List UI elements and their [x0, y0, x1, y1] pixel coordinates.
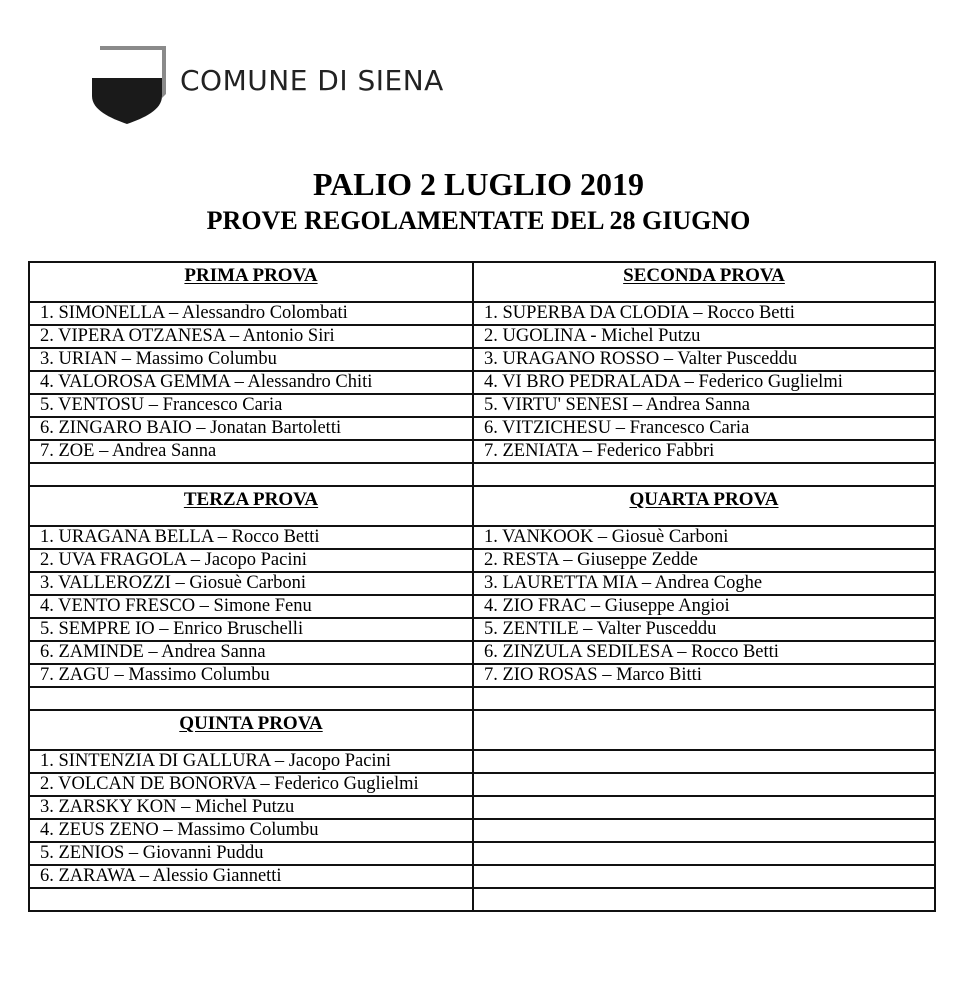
seconda-entry: 1. SUPERBA DA CLODIA – Rocco Betti	[473, 302, 935, 325]
siena-shield-icon	[92, 44, 172, 124]
table-row	[29, 348, 935, 371]
empty-header-cell	[473, 710, 935, 750]
table-row	[29, 796, 935, 819]
document-subtitle: PROVE REGOLAMENTATE DEL 28 GIUGNO	[206, 206, 751, 235]
table-row	[29, 325, 935, 348]
table-row	[29, 394, 935, 417]
prima-entry: 3. URIAN – Massimo Columbu	[29, 348, 473, 371]
quarta-entry: 6. ZINZULA SEDILESA – Rocco Betti	[473, 641, 935, 664]
empty-cell	[473, 819, 935, 842]
quarta-prova-header: QUARTA PROVA	[473, 486, 935, 526]
terza-entry: 2. UVA FRAGOLA – Jacopo Pacini	[29, 549, 473, 572]
quarta-entry: 1. VANKOOK – Giosuè Carboni	[473, 526, 935, 549]
table-header-row	[29, 262, 935, 302]
empty-cell	[473, 842, 935, 865]
blank-row	[29, 687, 935, 710]
blank-row	[29, 888, 935, 911]
prove-table	[28, 261, 936, 912]
terza-entry: 4. VENTO FRESCO – Simone Fenu	[29, 595, 473, 618]
empty-cell	[473, 687, 935, 710]
empty-cell	[29, 463, 473, 486]
quarta-entry: 2. RESTA – Giuseppe Zedde	[473, 549, 935, 572]
terza-entry: 1. URAGANA BELLA – Rocco Betti	[29, 526, 473, 549]
terza-prova-header: TERZA PROVA	[29, 486, 473, 526]
empty-cell	[473, 773, 935, 796]
terza-entry: 5. SEMPRE IO – Enrico Bruschelli	[29, 618, 473, 641]
table-row	[29, 865, 935, 888]
prima-entry: 6. ZINGARO BAIO – Jonatan Bartoletti	[29, 417, 473, 440]
seconda-entry: 4. VI BRO PEDRALADA – Federico Guglielmi	[473, 371, 935, 394]
empty-cell	[473, 750, 935, 773]
table-row	[29, 750, 935, 773]
quinta-prova-header: QUINTA PROVA	[29, 710, 473, 750]
document-title: PALIO 2 LUGLIO 2019	[313, 166, 644, 202]
empty-cell	[473, 888, 935, 911]
empty-cell	[473, 463, 935, 486]
quarta-entry: 3. LAURETTA MIA – Andrea Coghe	[473, 572, 935, 595]
seconda-entry: 5. VIRTU' SENESI – Andrea Sanna	[473, 394, 935, 417]
comune-di-siena-logo	[92, 44, 492, 128]
quinta-entry: 6. ZARAWA – Alessio Giannetti	[29, 865, 473, 888]
quarta-entry: 4. ZIO FRAC – Giuseppe Angioi	[473, 595, 935, 618]
table-row	[29, 572, 935, 595]
quinta-entry: 1. SINTENZIA DI GALLURA – Jacopo Pacini	[29, 750, 473, 773]
quinta-entry: 5. ZENIOS – Giovanni Puddu	[29, 842, 473, 865]
quinta-entry: 4. ZEUS ZENO – Massimo Columbu	[29, 819, 473, 842]
table-row	[29, 302, 935, 325]
blank-row	[29, 463, 935, 486]
prima-entry: 5. VENTOSU – Francesco Caria	[29, 394, 473, 417]
quinta-entry: 2. VOLCAN DE BONORVA – Federico Guglielmi	[29, 773, 473, 796]
table-row	[29, 440, 935, 463]
terza-entry: 6. ZAMINDE – Andrea Sanna	[29, 641, 473, 664]
table-row	[29, 773, 935, 796]
prima-entry: 7. ZOE – Andrea Sanna	[29, 440, 473, 463]
seconda-prova-header: SECONDA PROVA	[473, 262, 935, 302]
empty-cell	[473, 796, 935, 819]
table-row	[29, 641, 935, 664]
table-header-row	[29, 710, 935, 750]
prima-entry: 1. SIMONELLA – Alessandro Colombati	[29, 302, 473, 325]
empty-cell	[29, 888, 473, 911]
table-row	[29, 371, 935, 394]
terza-entry: 3. VALLEROZZI – Giosuè Carboni	[29, 572, 473, 595]
seconda-entry: 2. UGOLINA - Michel Putzu	[473, 325, 935, 348]
table-row	[29, 526, 935, 549]
table-row	[29, 618, 935, 641]
prima-entry: 2. VIPERA OTZANESA – Antonio Siri	[29, 325, 473, 348]
table-row	[29, 664, 935, 687]
empty-cell	[473, 865, 935, 888]
prima-entry: 4. VALOROSA GEMMA – Alessandro Chiti	[29, 371, 473, 394]
seconda-entry: 7. ZENIATA – Federico Fabbri	[473, 440, 935, 463]
table-header-row	[29, 486, 935, 526]
quinta-entry: 3. ZARSKY KON – Michel Putzu	[29, 796, 473, 819]
table-row	[29, 595, 935, 618]
quarta-entry: 7. ZIO ROSAS – Marco Bitti	[473, 664, 935, 687]
empty-cell	[29, 687, 473, 710]
table-row	[29, 417, 935, 440]
seconda-entry: 6. VITZICHESU – Francesco Caria	[473, 417, 935, 440]
table-row	[29, 549, 935, 572]
terza-entry: 7. ZAGU – Massimo Columbu	[29, 664, 473, 687]
table-row	[29, 819, 935, 842]
quarta-entry: 5. ZENTILE – Valter Pusceddu	[473, 618, 935, 641]
seconda-entry: 3. URAGANO ROSSO – Valter Pusceddu	[473, 348, 935, 371]
prima-prova-header: PRIMA PROVA	[29, 262, 473, 302]
table-row	[29, 842, 935, 865]
logo-text: COMUNE DI SIENA	[180, 64, 444, 97]
